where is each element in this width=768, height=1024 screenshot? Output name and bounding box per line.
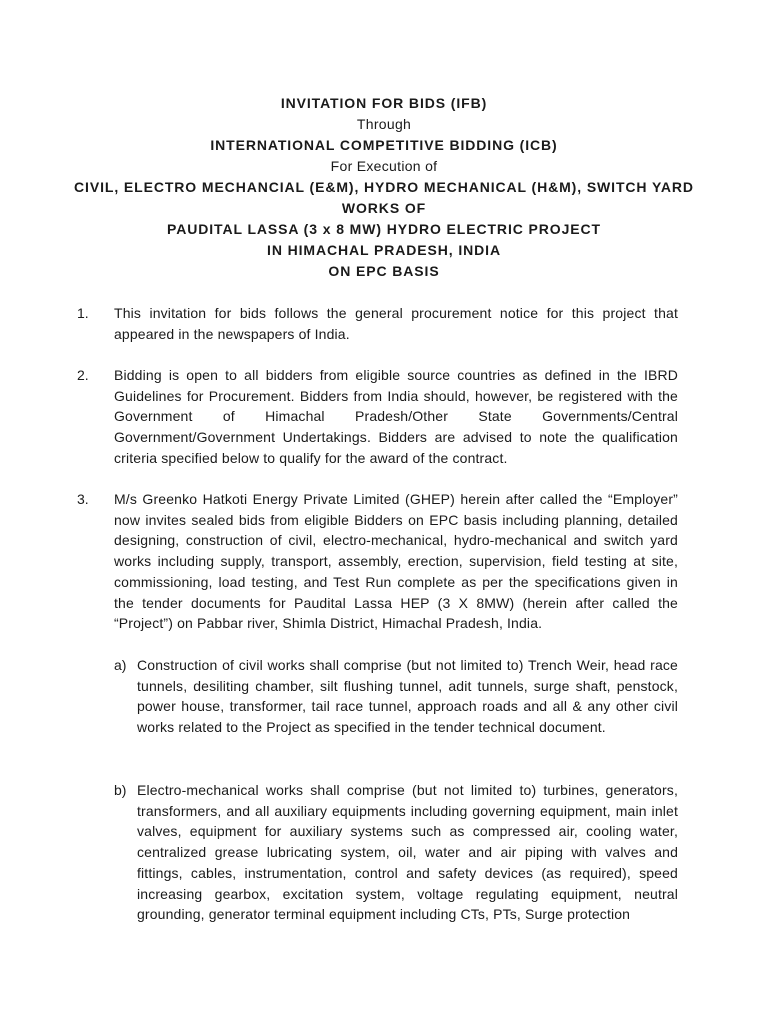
subitem-paragraph: Electro-mechanical works shall comprise (but not limited to) turbines, generators, transformers, and all auxiliary equipments including governing equipment, main inlet valves, equipment for auxiliary systems such as compressed air, cooling water, centralized grease lubricating system, oil, water and air piping with valves and fittings, cables, instrumentation, control and safety devices (as required), speed increasing gearbox, excitation system, voltage regulating equipment, neutral grounding, generator terminal equipment including CTs, PTs, Surge protection bbox=[137, 782, 678, 923]
subitem-paragraph: Construction of civil works shall comprise (but not limited to) Trench Weir, head race tunnels, desiliting chamber, silt flushing tunnel, adit tunnels, surge shaft, penstock, power house, transformer, tail race tunnel, approach roads and all & any other civil works related to the Project as specified in the tender technical document. bbox=[137, 657, 678, 736]
item-paragraph: Bidding is open to all bidders from eligible source countries as defined in the IBRD Guidelines for Procurement. Bidders from India should, however, be registered with the Government of Himachal Pradesh/Other State Governments/Central Government/Government Undertakings. Bidders are advised to note the qualification criteria specified below to qualify for the award of the contract. bbox=[114, 367, 678, 466]
header-title: INVITATION FOR BIDS (IFB) bbox=[280, 95, 488, 111]
header-works-of: WORKS OF bbox=[341, 200, 427, 216]
header-icb: INTERNATIONAL COMPETITIVE BIDDING (ICB) bbox=[210, 137, 558, 153]
document-header bbox=[0, 93, 768, 282]
item-paragraph: M/s Greenko Hatkoti Energy Private Limited (GHEP) herein after called the “Employer” now invites sealed bids from eligible Bidders on EPC basis including planning, detailed designing, construction of civil, electro-mechanical, hydro-mechanical and switch yard works including supply, transport, assembly, erection, supervision, field testing at site, commissioning, load testing, and Test Run complete as per the specifications given in the tender documents for Paudital Lassa HEP (3 X 8MW) (herein after called the “Project”) on Pabbar river, Shimla District, Himachal Pradesh, India. bbox=[114, 491, 678, 632]
subitem-label: a) bbox=[114, 657, 127, 673]
item-paragraph: This invitation for bids follows the general procurement notice for this project that appeared in the newspapers of India. bbox=[114, 305, 678, 342]
header-works-list: CIVIL, ELECTRO MECHANCIAL (E&M), HYDRO MECHANICAL (H&M), SWITCH YARD bbox=[74, 179, 694, 195]
item-number: 1. bbox=[77, 305, 89, 321]
header-location: IN HIMACHAL PRADESH, INDIA bbox=[267, 242, 501, 258]
header-for-execution: For Execution of bbox=[330, 158, 438, 174]
header-basis: ON EPC BASIS bbox=[328, 263, 440, 279]
item-number: 2. bbox=[77, 367, 89, 383]
header-through: Through bbox=[356, 116, 412, 132]
subitem-label: b) bbox=[114, 782, 127, 798]
item-number: 3. bbox=[77, 491, 89, 507]
header-project-name: PAUDITAL LASSA (3 x 8 MW) HYDRO ELECTRIC PROJECT bbox=[167, 221, 601, 237]
